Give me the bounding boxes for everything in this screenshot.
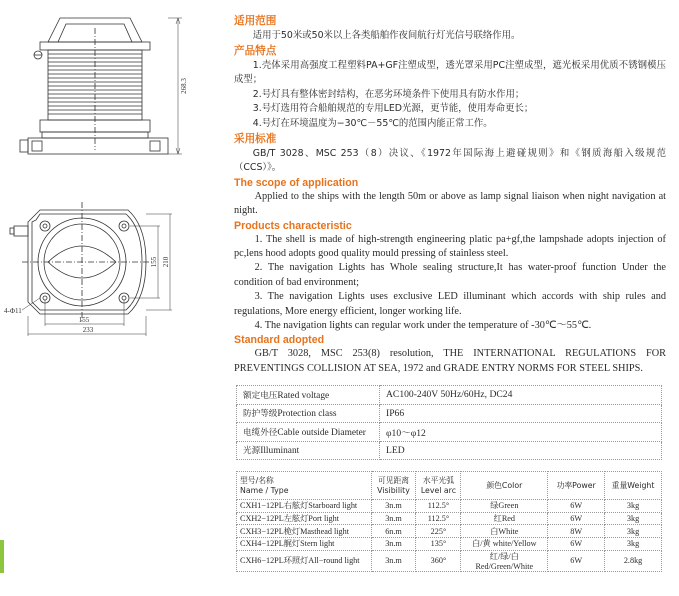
cell-visibility: 3n.m [371, 538, 416, 551]
dim-w233: 233 [82, 326, 94, 334]
model-table-header [237, 472, 662, 500]
table-row [237, 500, 662, 513]
description-column [234, 14, 666, 376]
cell-name: CXH4−12PL艉灯Stern light [237, 538, 372, 551]
cell-visibility: 3n.m [371, 500, 416, 513]
en-standard-text: GB/T 3028, MSC 253(8) resolution, THE INTERNATIONAL REGULATIONS FOR PREVENTINGS COLLISION AT SEA, 1972 and GRADE ENTRY NORMS FOR STEEL SHIPS. [234, 348, 666, 374]
cn-feature-item: 3.号灯选用符合船舶规范的专用LED光源，更节能，使用寿命更长； [252, 103, 534, 115]
cell-name: CXH2−12PL左舷灯Port light [237, 512, 372, 525]
spec-value: φ10～φ12 [380, 423, 662, 442]
cell-color: 白White [461, 525, 548, 538]
cn-feature-item: 2.号灯具有整体密封结构，在恶劣环境条件下使用具有防水作用； [252, 88, 525, 100]
page-edge-tab [0, 540, 4, 573]
spec-key-en: Rated voltage [277, 390, 330, 401]
table-row [237, 550, 662, 571]
cell-visibility: 6n.m [371, 525, 416, 538]
header-name-en: Name / Type [240, 485, 289, 495]
cell-color: 白/黄 white/Yellow [461, 538, 548, 551]
spec-key-cn: 光源 [243, 446, 261, 457]
en-feature-item: 2. The navigation Lights has Whole sealing structure,It has water-proof function Under the condition of bad environment; [234, 262, 666, 288]
spec-table [236, 385, 662, 460]
cell-color: 红/绿/白 Red/Green/White [461, 550, 548, 571]
spec-row [237, 404, 662, 423]
lamp-base [28, 138, 168, 154]
cell-name: CXH3−12PL桅灯Masthead light [237, 525, 372, 538]
en-feature-item: 3. The navigation Lights uses exclusive LED illuminant which accords with ship rules and regulations, More energy efficient, longer working life. [234, 291, 666, 317]
spec-key-cn: 防护等级 [243, 409, 278, 420]
cable-gland [14, 226, 28, 236]
cell-arc: 112.5° [416, 512, 461, 525]
en-feature-item: 4. The navigation lights can regular work under the temperature of -30℃～55℃. [254, 320, 592, 331]
cell-color: 红Red [461, 512, 548, 525]
cell-arc: 360° [416, 550, 461, 571]
spec-key-en: Cable outside Diameter [277, 427, 366, 438]
spec-value: LED [380, 441, 662, 460]
table-row [237, 512, 662, 525]
en-features-heading: Products characteristic [234, 219, 352, 232]
header-arc-en: Level arc [420, 485, 457, 495]
cell-name: CXH1−12PL右舷灯Starboard light [237, 500, 372, 513]
cell-visibility: 3n.m [371, 512, 416, 525]
cell-power: 6W [548, 550, 605, 571]
table-row [237, 538, 662, 551]
cn-scope-text: 适用于50米或50米以上各类船舶作夜间航行灯光信号联络作用。 [252, 30, 521, 41]
dim-w155: 155 [78, 316, 90, 324]
cn-feature-item: 1.壳体采用高强度工程塑料PA+GF注塑成型，透光罩采用PC注塑成型，遮光板采用优质不锈钢模压成型； [234, 59, 666, 86]
spec-row [237, 386, 662, 405]
spec-value: IP66 [380, 404, 662, 423]
cell-power: 8W [548, 525, 605, 538]
spec-value: AC100-240V 50Hz/60Hz, DC24 [380, 386, 662, 405]
cell-power: 6W [548, 500, 605, 513]
header-vis-cn: 可见距离 [377, 475, 410, 485]
spec-row [237, 441, 662, 460]
technical-drawing [0, 0, 230, 596]
table-row [237, 525, 662, 538]
cell-power: 6W [548, 538, 605, 551]
en-feature-item: 1. The shell is made of high-strength engineering platic pa+gf,the lampshade adopts injection of pc,lens hood adopts good quality mould pressing of stainless steel. [234, 233, 666, 259]
dim-v210: 210 [162, 256, 170, 268]
cell-weight: 3kg [605, 525, 662, 538]
cn-standard-heading: 采用标准 [234, 132, 277, 145]
dim-holes: 4-Φ11 [4, 307, 22, 315]
header-weight: 重量Weight [605, 472, 662, 500]
cell-weight: 2.8kg [605, 550, 662, 571]
en-scope-text: Applied to the ships with the length 50m or above as lamp signal liaison when night navigation at night. [234, 190, 666, 217]
en-scope-heading: The scope of application [234, 176, 359, 189]
cell-weight: 3kg [605, 512, 662, 525]
spec-key-cn: 额定电压 [243, 390, 278, 401]
spec-key-en: Protection class [277, 409, 337, 420]
cell-weight: 3kg [605, 500, 662, 513]
dim-height: 268.3 [180, 78, 188, 94]
cell-power: 6W [548, 512, 605, 525]
spec-key-cn: 电缆外径 [243, 427, 278, 438]
cn-feature-item: 4.号灯在环境温度为−30℃－55℃的范围内能正常工作。 [252, 117, 493, 129]
cell-visibility: 3n.m [371, 550, 416, 571]
header-power: 功率Power [548, 472, 605, 500]
cell-arc: 225° [416, 525, 461, 538]
header-vis-en: Visibility [377, 485, 410, 495]
cell-color: 绿Green [461, 500, 548, 513]
cell-name: CXH6−12PL环照灯All−round light [237, 550, 372, 571]
spec-key-en: Illuminant [260, 446, 300, 457]
model-table [236, 471, 662, 572]
dim-v155: 155 [150, 256, 158, 268]
header-color: 颜色Color [461, 472, 548, 500]
header-arc-cn: 水平光弧 [422, 475, 455, 485]
cell-arc: 135° [416, 538, 461, 551]
cn-scope-heading: 适用范围 [234, 15, 277, 27]
header-name-cn: 型号/名称 [240, 475, 274, 485]
cell-arc: 112.5° [416, 500, 461, 513]
cn-features-heading: 产品特点 [234, 44, 277, 57]
spec-row [237, 423, 662, 442]
en-standard-heading: Standard adopted [234, 334, 325, 347]
cn-standard-text: GB/T 3028、MSC 253（8）决议、《1972年国际海上避碰规则》和《钢质海船入级规范（CCS）》。 [234, 147, 666, 174]
cell-weight: 3kg [605, 538, 662, 551]
